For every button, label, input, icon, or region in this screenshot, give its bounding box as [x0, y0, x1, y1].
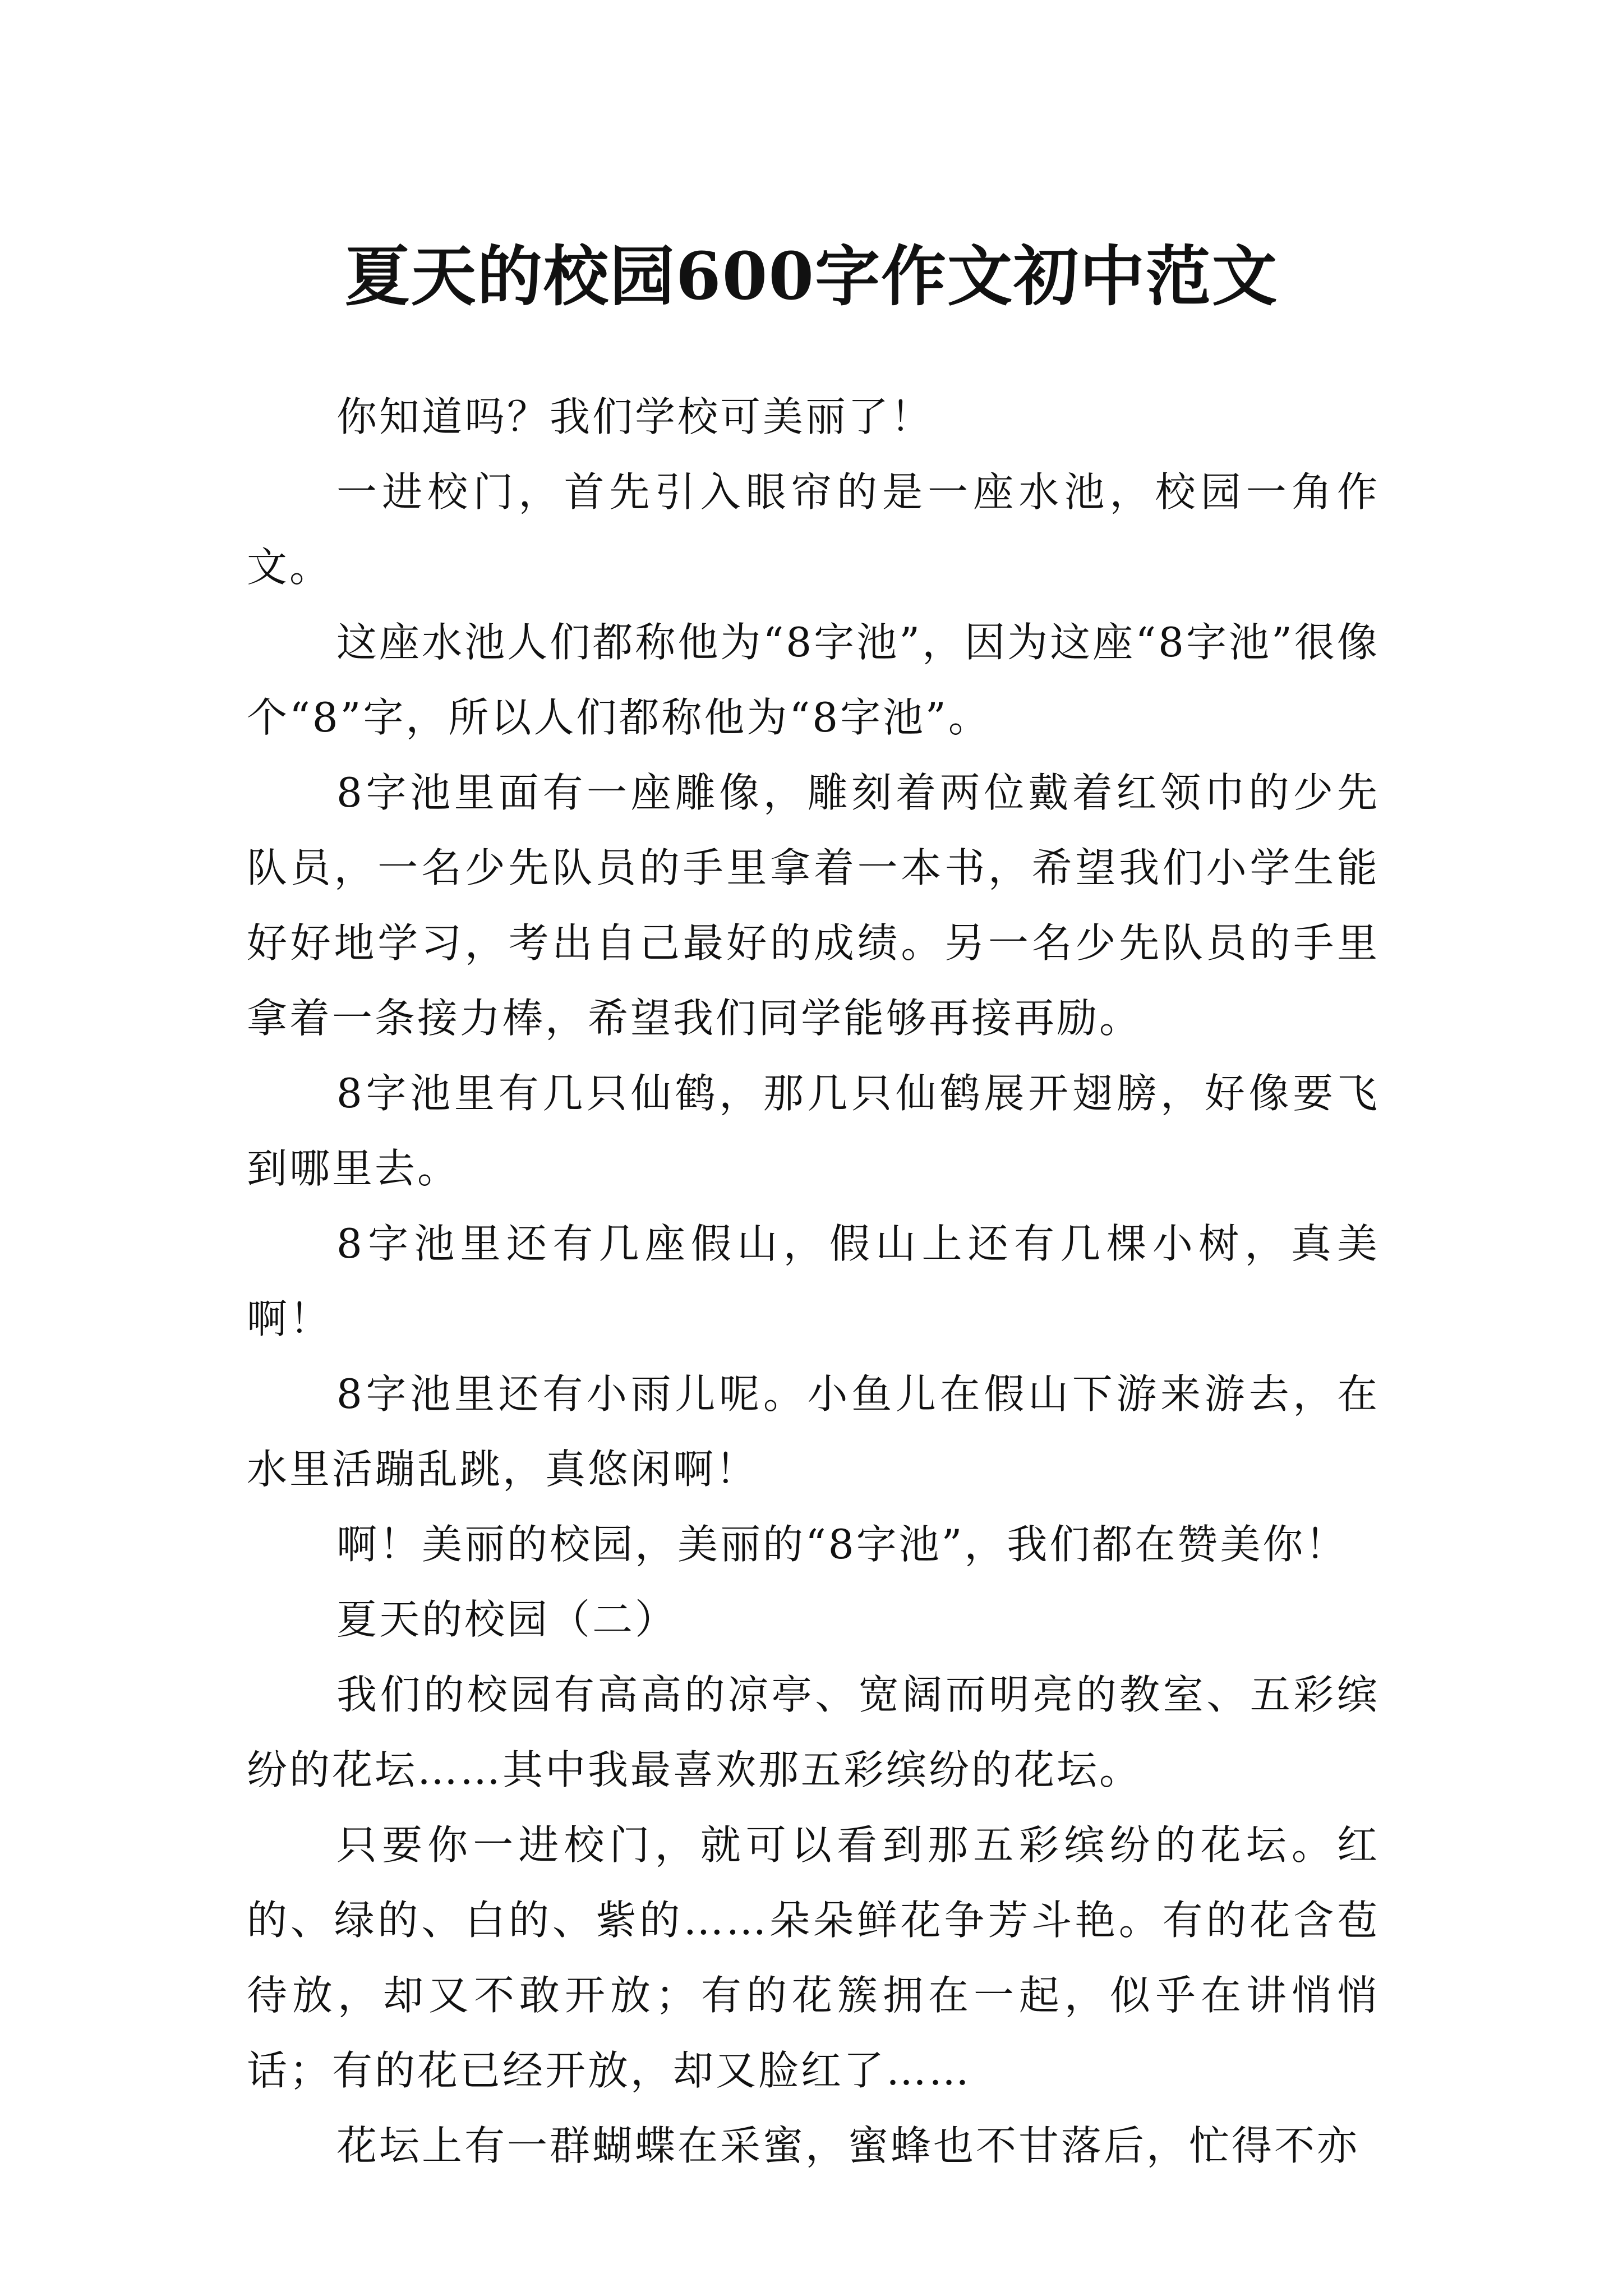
paragraph: 一进校门，首先引入眼帘的是一座水池，校园一角作文。 — [247, 468, 1380, 591]
paragraph: 这座水池人们都称他为“8字池”，因为这座“8字池”很像个“8”字，所以人们都称他为“8字池”。 — [247, 619, 1380, 741]
paragraph: 你知道吗？我们学校可美丽了！ — [336, 393, 934, 440]
document-body — [247, 379, 1380, 2183]
paragraph: 8字池里还有小雨儿呢。小鱼儿在假山下游来游去，在水里活蹦乱跳，真悠闲啊！ — [247, 1370, 1380, 1493]
paragraph: 8字池里面有一座雕像，雕刻着两位戴着红领巾的少先队员，一名少先队员的手里拿着一本书，希望我们小学生能好好地学习，考出自己最好的成绩。另一名少先队员的手里拿着一条接力棒，希望我们同学能够再接再励。 — [247, 769, 1380, 1042]
paragraph: 啊！美丽的校园，美丽的“8字池”，我们都在赞美你！ — [336, 1521, 1348, 1568]
paragraph: 花坛上有一群蝴蝶在采蜜，蜜蜂也不甘落后，忙得不亦 — [336, 2122, 1360, 2169]
paragraph: 我们的校园有高高的凉亭、宽阔而明亮的教室、五彩缤纷的花坛……其中我最喜欢那五彩缤纷的花坛。 — [247, 1671, 1380, 1793]
paragraph: 8字池里还有几座假山，假山上还有几棵小树，真美啊！ — [247, 1220, 1380, 1342]
section-subtitle: 夏天的校园（二） — [336, 1596, 678, 1643]
document-title: 夏天的校园600字作文初中范文 — [344, 238, 1279, 315]
paragraph: 8字池里有几只仙鹤，那几只仙鹤展开翅膀，好像要飞到哪里去。 — [247, 1070, 1380, 1192]
paragraph: 只要你一进校门，就可以看到那五彩缤纷的花坛。红的、绿的、白的、紫的……朵朵鲜花争芳斗艳。有的花含苞待放，却又不敢开放；有的花簇拥在一起，似乎在讲悄悄话；有的花已经开放，却又脸红了…… — [247, 1821, 1380, 2094]
